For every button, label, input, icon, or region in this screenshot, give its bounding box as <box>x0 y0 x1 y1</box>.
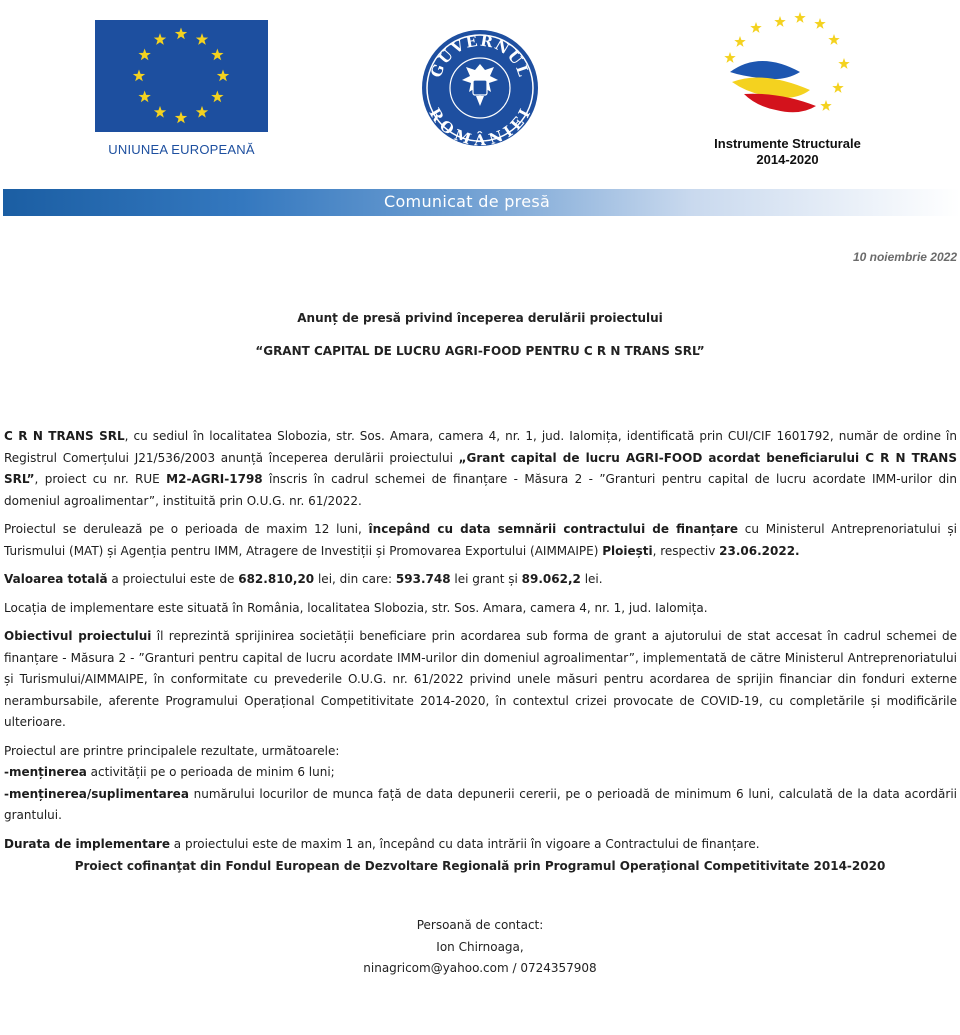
romanian-government-seal <box>420 20 540 156</box>
eu-star-icon <box>138 49 150 61</box>
contact-email[interactable]: ninagricom@yahoo.com <box>363 961 509 975</box>
paragraph-implementation <box>4 834 957 856</box>
eu-star-icon <box>175 112 187 124</box>
text: , cu sediul în localitatea Slobozia, str. Sos. Amara, camera 4, nr. 1, jud. Ialomița, identificată prin CUI/CIF 1601792, număr de ordine în Registrul Comerțului J21/536/2003 anunță începerea derulării proiectului <box>4 429 957 465</box>
emphasis: Obiectivul proiectului <box>4 629 152 643</box>
eu-logo <box>95 20 268 160</box>
instrumente-structurale-label <box>700 136 875 168</box>
is-star-icon <box>774 16 785 27</box>
is-star-icon <box>832 82 843 93</box>
own-contribution-value: 89.062,2 <box>521 572 581 586</box>
text: a proiectului este de maxim 1 an, începând cu data intrării în vigoare a Contractului de finanțare. <box>169 836 760 851</box>
eu-star-icon <box>138 91 150 103</box>
start-date: 23.06.2022. <box>719 543 800 558</box>
banner-title: Comunicat de presă <box>384 192 551 211</box>
eu-flag-icon <box>95 20 268 132</box>
paragraph-location: Locația de implementare este situată în România, localitatea Slobozia, str. Sos. Amara, camera 4, nr. 1, jud. Ialomița. <box>4 600 708 615</box>
paragraph-beneficiary <box>4 426 957 512</box>
is-star-icon <box>734 36 745 47</box>
text: Proiectul se derulează pe o perioada de maxim 12 luni, <box>4 522 369 536</box>
eu-star-icon <box>196 106 208 118</box>
contact-block <box>0 915 960 980</box>
eu-star-icon <box>175 28 187 40</box>
contact-line <box>0 958 960 980</box>
total-value: 682.810,20 <box>238 572 315 586</box>
eu-star-icon <box>133 70 145 82</box>
text: numărului locurilor de munca față de data depunerii cererii, pe o perioadă de minimum 6 luni, calculată de la data acordării grantului. <box>4 786 957 822</box>
emphasis: începând cu data semnării contractului de finanțare <box>368 522 739 536</box>
eu-star-icon <box>211 91 223 103</box>
instrumente-structurale-logo <box>700 10 875 175</box>
press-release-banner <box>3 189 960 216</box>
text: cu Ministerul Antreprenoriatului și Turismului (MAT) și Agenția pentru IMM, Atragere de Investiții și Promovarea Exportului (AIMMAIPE) <box>4 522 957 558</box>
paragraph-objective <box>4 626 957 734</box>
project-code: M2-AGRI-1798 <box>166 472 263 486</box>
contact-phone[interactable]: 0724357908 <box>520 961 597 975</box>
text: îl reprezintă sprijinirea societății beneficiare prin acordarea sub forma de grant a ajutorului de stat accesat în cadrul schemei de finanțare - Măsura 2 - ”Granturi pentru capital de lucru acordate IMM-urilor din domeniul agroalimentar”, implementată de către Ministerul Antreprenoriatului și Turismului/AIMMAIPE, în conformitate cu prevederile O.U.G. nr. 61/2022 privind unele măsuri pentru acordarea de sprijin financiar din fonduri externe nerambursabile, aferente Programului Operațional Competitivitate 2014-2020, în contextul crizei provocate de COVID-19, cu completările și modificările ulterioare. <box>4 629 958 729</box>
result-item <box>4 762 957 784</box>
emphasis: Durata de implementare <box>4 836 170 851</box>
cofinancing-statement: Proiect cofinanţat din Fondul European de Dezvoltare Regională prin Programul Operaţional Competitivitate 2014-2020 <box>74 859 886 873</box>
is-star-icon <box>724 52 735 63</box>
eu-star-icon <box>196 33 208 45</box>
paragraph-value <box>4 569 957 591</box>
is-star-icon <box>828 34 839 45</box>
contact-separator: / <box>508 961 521 975</box>
contact-name: Ion Chirnoaga, <box>436 939 524 954</box>
paragraph-duration <box>4 519 957 562</box>
grant-value: 593.748 <box>395 572 451 586</box>
text: a proiectului este de <box>107 572 239 586</box>
emphasis: -menținerea/suplimentarea <box>4 786 189 801</box>
logo-header <box>0 0 960 180</box>
press-release-body <box>4 426 957 862</box>
emphasis: Ploiești <box>602 543 653 558</box>
gov-seal-text-bottom: ROMÂNIEI <box>425 104 535 150</box>
is-star-icon <box>838 58 849 69</box>
text: înscris în cadrul schemei de finanțare - Măsura 2 - ”Granturi pentru capital de lucru acordate IMM-urilor din domeniul agroalimentar”, instituită prin O.U.G. nr. 61/2022. <box>4 472 957 508</box>
eu-star-icon <box>211 49 223 61</box>
project-title: “GRANT CAPITAL DE LUCRU AGRI-FOOD PENTRU C R N TRANS SRL” <box>255 344 705 358</box>
company-name: C R N TRANS SRL <box>4 429 125 443</box>
text: lei, din care: <box>314 572 396 586</box>
text: lei. <box>580 572 603 586</box>
eu-logo-label: UNIUNEA EUROPEANĂ <box>108 142 255 157</box>
emphasis: Valoarea totală <box>4 572 108 586</box>
is-star-icon <box>820 100 831 111</box>
is-label-line1: Instrumente Structurale <box>714 136 861 151</box>
is-label-line2: 2014-2020 <box>756 152 819 167</box>
is-star-icon <box>814 18 825 29</box>
project-name: „Grant capital de lucru AGRI-FOOD acordat beneficiarului C R N TRANS SRL” <box>4 450 957 486</box>
result-item <box>4 784 957 827</box>
eu-star-icon <box>154 106 166 118</box>
text: , respectiv <box>652 543 720 558</box>
release-date: 10 noiembrie 2022 <box>852 250 957 264</box>
contact-label: Persoană de contact: <box>416 918 544 932</box>
eu-star-icon <box>154 33 166 45</box>
text: , proiect cu nr. RUE <box>34 472 167 486</box>
paragraph-results-intro: Proiectul are printre principalele rezultate, următoarele: <box>4 743 340 758</box>
text: lei grant și <box>450 572 522 586</box>
is-star-icon <box>794 12 805 23</box>
eu-star-icon <box>217 70 229 82</box>
announcement-title: Anunț de presă privind începerea derulării proiectului <box>297 311 663 325</box>
is-star-icon <box>750 22 761 33</box>
text: activității pe o perioada de minim 6 luni; <box>86 765 335 779</box>
emphasis: -menținerea <box>4 765 87 779</box>
gov-seal-text-top: GUVERNUL <box>426 31 533 80</box>
